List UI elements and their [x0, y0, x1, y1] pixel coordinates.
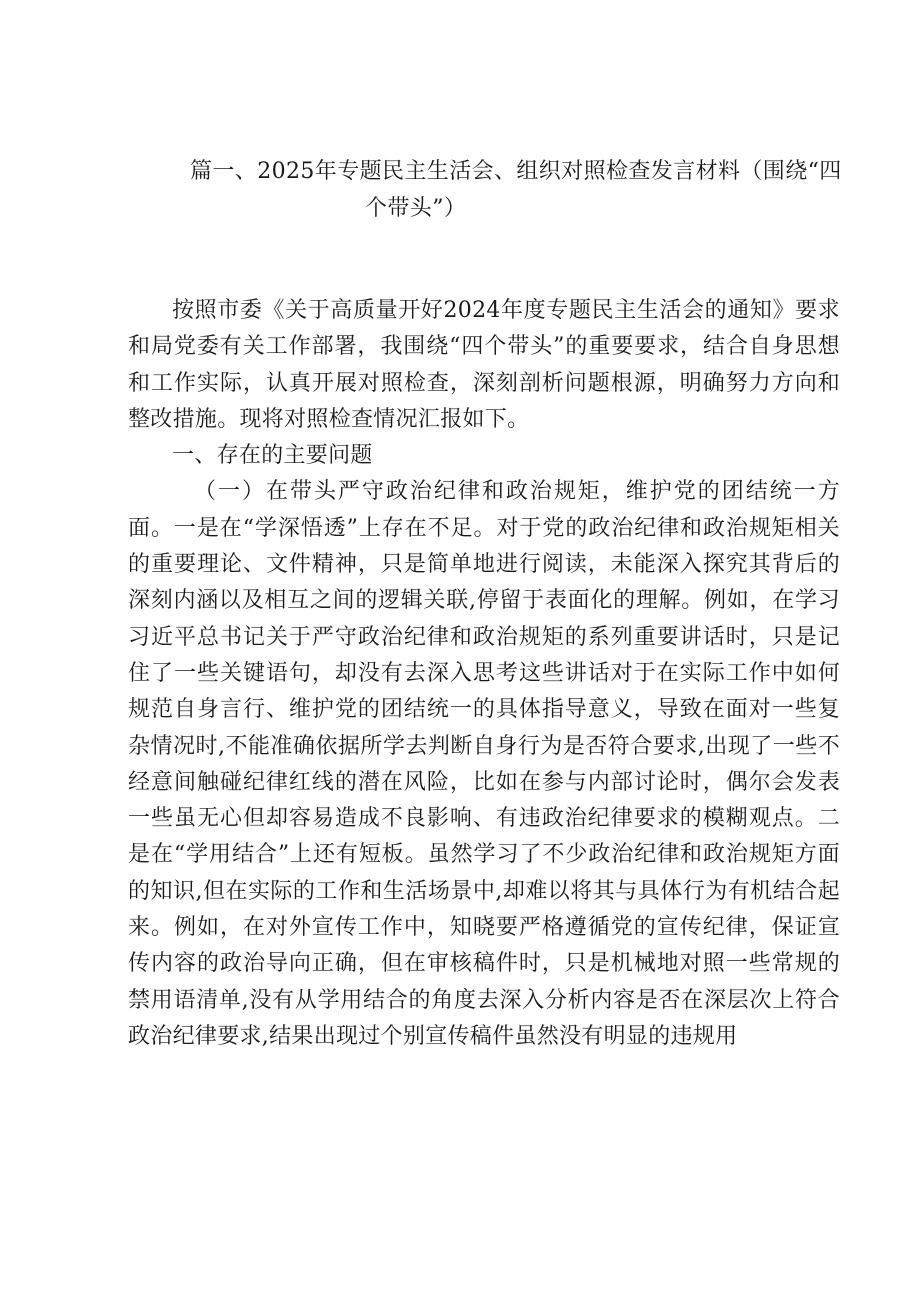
subsection-paragraph: （一）在带头严守政治纪律和政治规矩，维护党的团结统一方面。一是在“学深悟透”上存在不足。对于党的政治纪律和政治规矩相关的重要理论、文件精神，只是简单地进行阅读，未能深入探究其背后的深刻内涵以及相互之间的逻辑关联,停留于表面化的理解。例如，在学习习近平总书记关于严守政治纪律和政治规矩的系列重要讲话时，只是记住了一些关键语句，却没有去深入思考这些讲话对于在实际工作中如何规范自身言行、维护党的团结统一的具体指导意义，导致在面对一些复杂情况时,不能准确依据所学去判断自身行为是否符合要求,出现了一些不经意间触碰纪律红线的潜在风险，比如在参与内部讨论时，偶尔会发表一些虽无心但却容易造成不良影响、有违政治纪律要求的模糊观点。二是在“学用结合”上还有短板。虽然学习了不少政治纪律和政治规矩方面的知识,但在实际的工作和生活场景中,却难以将其与具体行为有机结合起来。例如，在对外宣传工作中，知晓要严格遵循党的宣传纪律，保证宣传内容的政治导向正确，但在审核稿件时，只是机械地对照一些常规的禁用语清单,没有从学用结合的角度去深入分析内容是否在深层次上符合政治纪律要求,结果出现过个别宣传稿件虽然没有明显的违规用: [128, 479, 840, 1049]
document-title: [190, 153, 880, 227]
intro-paragraph: 按照市委《关于高质量开好2024年度专题民主生活会的通知》要求和局党委有关工作部署，我围绕“四个带头”的重要要求，结合自身思想和工作实际，认真开展对照检查，深刻剖析问题根源，明确努力方向和整改措施。现将对照检查情况汇报如下。: [128, 298, 840, 432]
title-line-1: 篇一、2025年专题民主生活会、组织对照检查发言材料（围绕“四: [190, 159, 842, 184]
title-line-2: 个带头”）: [365, 196, 467, 221]
section-heading: 一、存在的主要问题: [172, 443, 373, 469]
document-body: [128, 293, 840, 1055]
